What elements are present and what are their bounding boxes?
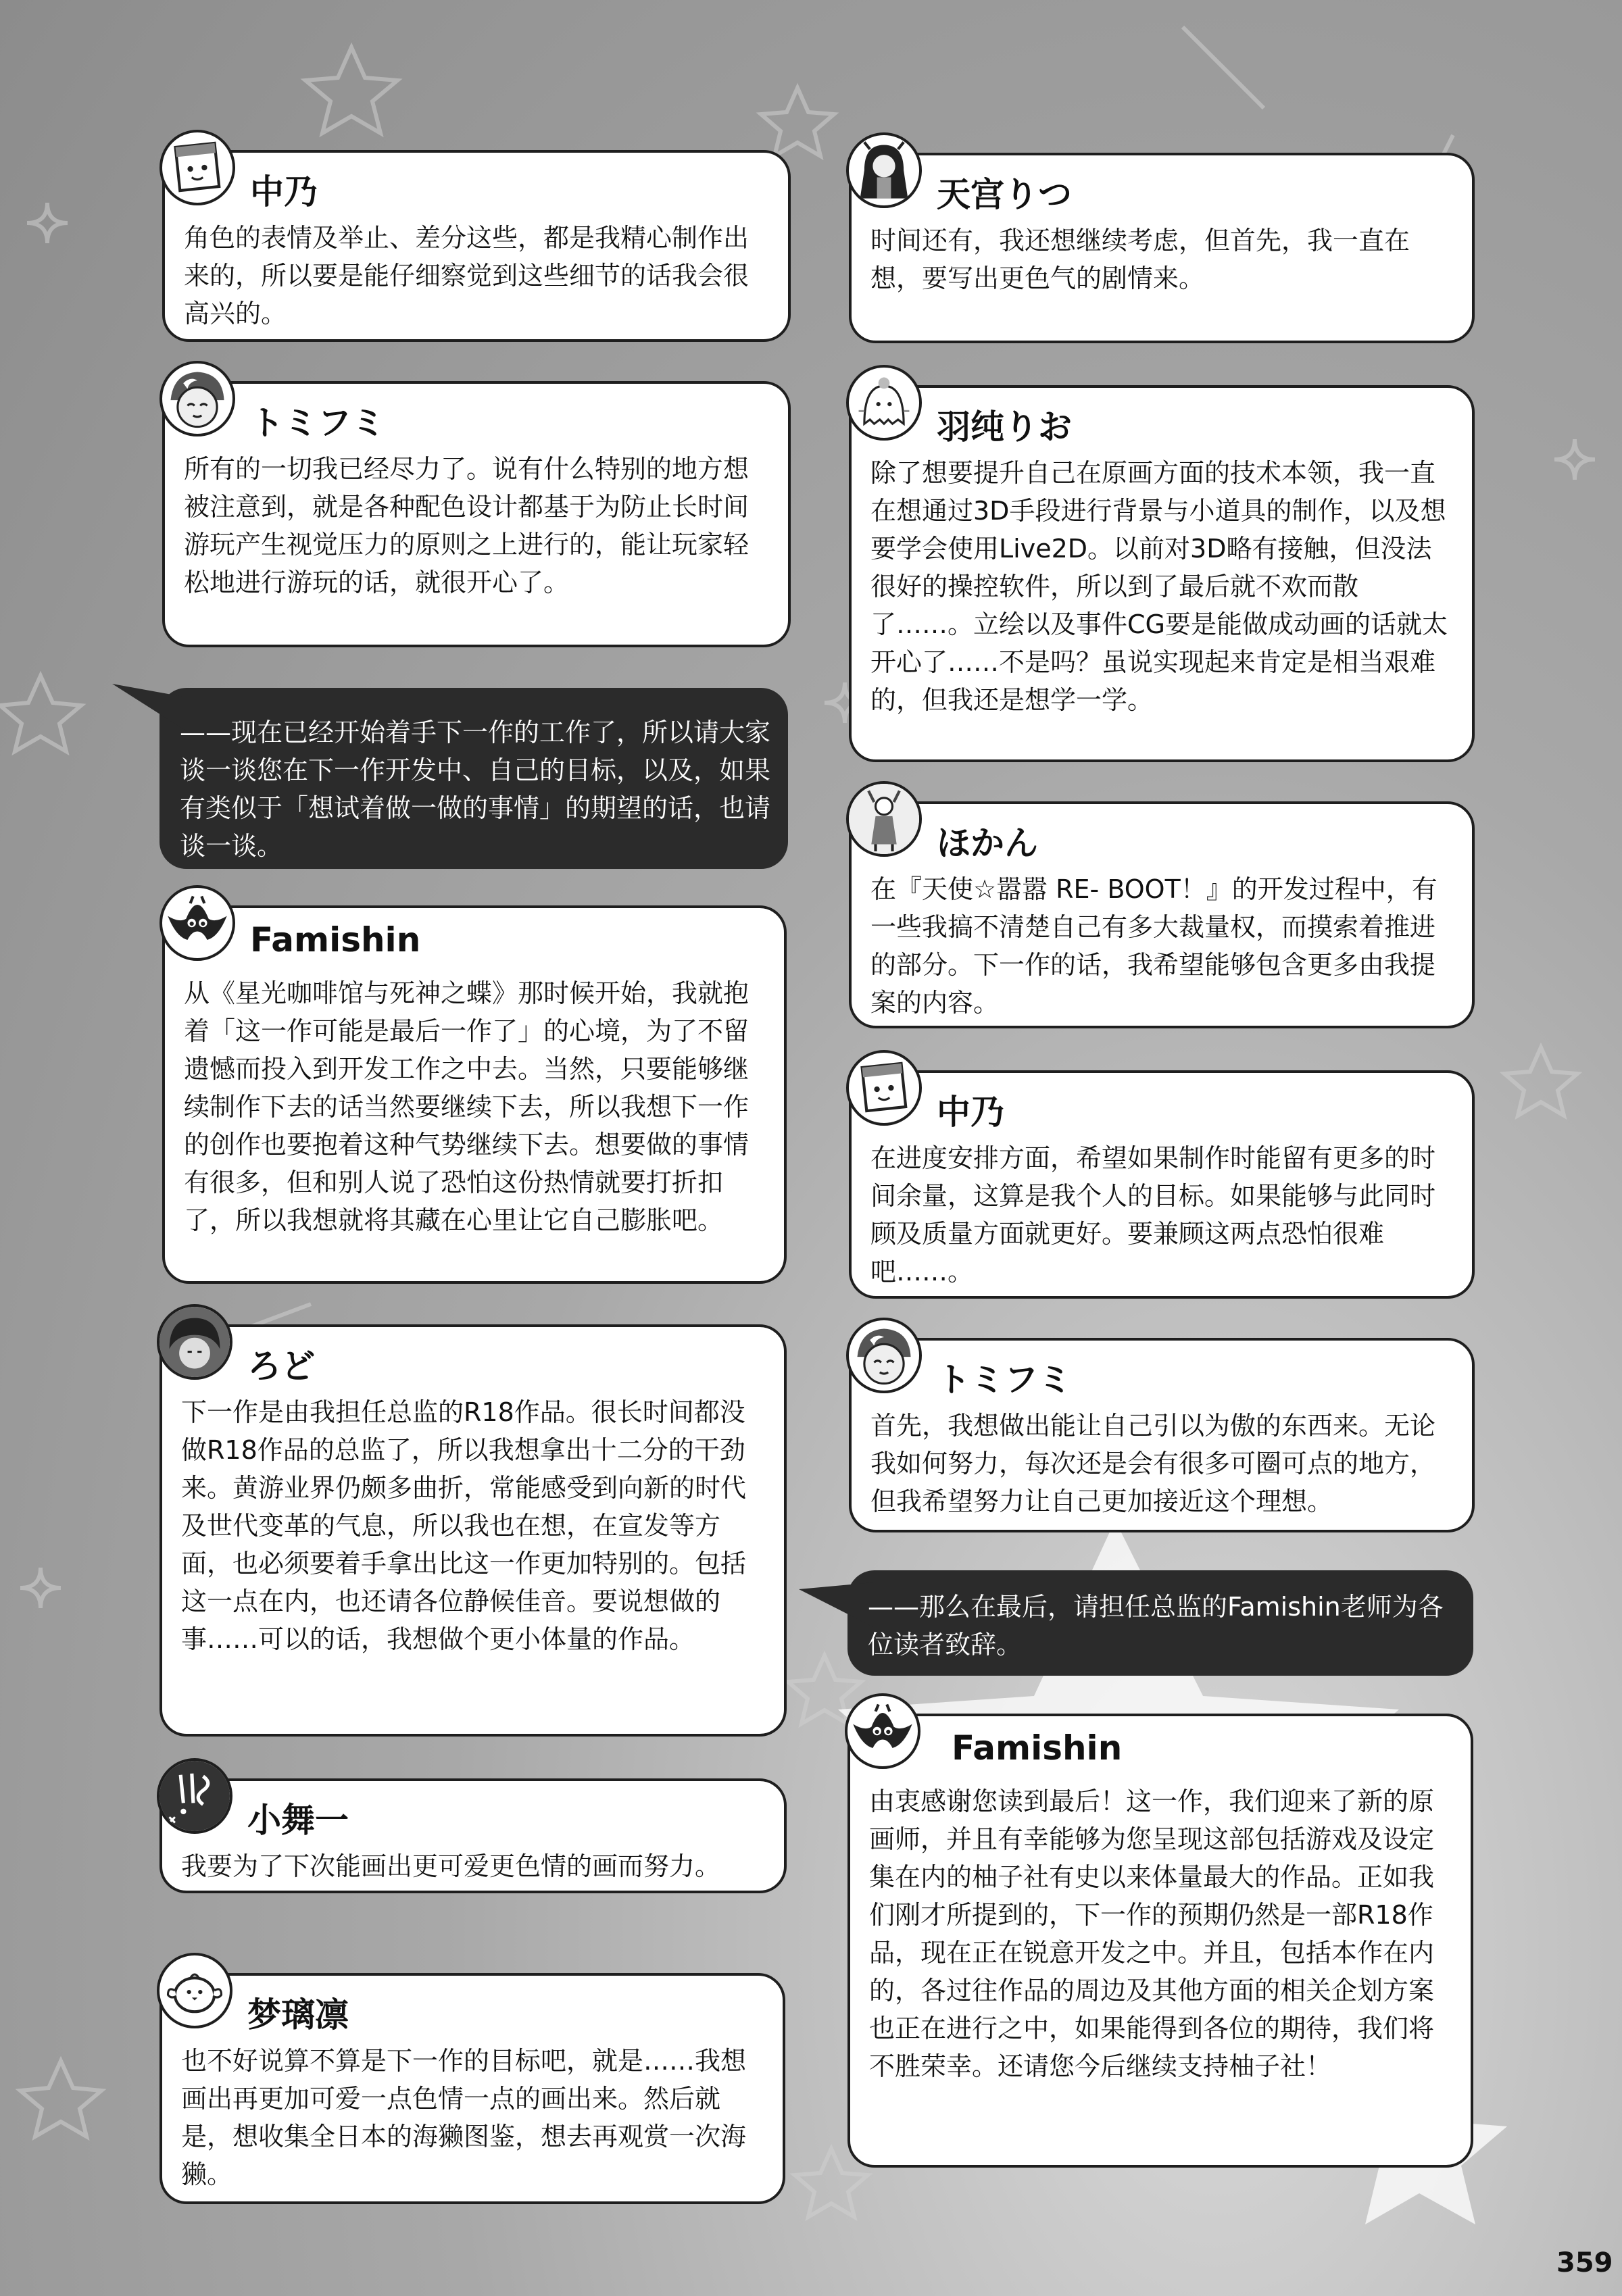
comment-text: 由衷感谢您读到最后！这一作，我们迎来了新的原画师，并且有幸能够为您呈现这部包括游戏及设定集在内的柚子社有史以来体量最大的作品。正如我们刚才所提到的，下一作的预期仍然是一部R18作品，现在正在锐意开发之中。并且，包括本作在内的，各过往作品的周边及其他方面的相关企划方案也正在进行之中，如果能得到各位的期待，我们将不胜荣幸。还请您今后继续支持柚子社！ bbox=[869, 1787, 1435, 2081]
bat-creature-icon bbox=[845, 1693, 920, 1769]
comment-text: 角色的表情及举止、差分这些，都是我精心制作出来的，所以要是能仔细察觉到这些细节的话我会很高兴的。 bbox=[184, 223, 749, 328]
box-face-icon bbox=[846, 1050, 922, 1126]
comment-card-tomifumi-1 bbox=[162, 381, 791, 647]
comment-card-famishin-2 bbox=[847, 1714, 1473, 2168]
moon-cap-face-icon bbox=[846, 1318, 922, 1393]
speaker-name: 梦璃凛 bbox=[247, 1995, 349, 2035]
comment-text: 从《星光咖啡馆与死神之蝶》那时候开始，我就抱着「这一作可能是最后一作了」的心境，为了不留遗憾而投入到开发工作之中去。当然，只要能够继续制作下去的话当然要继续下去，所以我想下一作的创作也要抱着这种气势继续下去。想要做的事情有很多，但和别人说了恐怕这份热情就要打折扣了，所以我想就将其藏在心里让它自己膨胀吧。 bbox=[184, 978, 749, 1235]
comment-text: 我要为了下次能画出更可爱更色情的画而努力。 bbox=[181, 1851, 721, 1881]
speaker-name: ろど bbox=[247, 1347, 315, 1386]
comment-text: 在进度安排方面，希望如果制作时能留有更多的时间余量，这算是我个人的目标。如果能够与此同时顾及质量方面就更好。要兼顾这两点恐怕很难吧……。 bbox=[870, 1143, 1436, 1287]
page-number: 359 bbox=[1556, 2247, 1613, 2278]
comment-card-amamiya-ritsu bbox=[849, 153, 1475, 343]
speaker-name: 天宫りつ bbox=[937, 175, 1072, 214]
comment-card-yumeri-rin bbox=[159, 1973, 785, 2204]
comment-card-hokan bbox=[849, 801, 1475, 1028]
comment-card-nakano-2 bbox=[849, 1070, 1475, 1299]
comment-text: 首先，我想做出能让自己引以为傲的东西来。无论我如何努力，每次还是会有很多可圈可点的地方，但我希望努力让自己更加接近这个理想。 bbox=[870, 1411, 1436, 1516]
question-text: ——现在已经开始着手下一作的工作了，所以请大家谈一谈您在下一作开发中、自己的目标，以及，如果有类似于「想试着做一做的事情」的期望的话，也请谈一谈。 bbox=[180, 718, 771, 861]
speech-tail bbox=[112, 684, 187, 738]
comment-card-tomifumi-2 bbox=[849, 1338, 1475, 1532]
comment-text: 下一作是由我担任总监的R18作品。很长时间都没做R18作品的总监了，所以我想拿出十二分的干劲来。黄游业界仍颇多曲折，常能感受到向新的时代及世代变革的气息，所以我也在想，在宣发等方面，也必须要着手拿出比这一作更加特别的。包括这一点在内，也还请各位静候佳音。要说想做的事……可以的话，我想做个更小体量的作品。 bbox=[181, 1397, 747, 1654]
speaker-name: Famishin bbox=[952, 1728, 1123, 1768]
speaker-name: トミフミ bbox=[937, 1360, 1072, 1399]
question-text: ——那么在最后，请担任总监的Famishin老师为各位读者致辞。 bbox=[868, 1592, 1444, 1659]
round-bird-icon bbox=[157, 1953, 232, 2028]
comment-card-famishin-1 bbox=[162, 905, 787, 1284]
comment-card-komaichi bbox=[159, 1778, 787, 1893]
comment-text: 也不好说算不算是下一作的目标吧，就是……我想画出再更加可爱一点色情一点的画出来。然后就是，想收集全日本的海獭图鉴，想去再观赏一次海獭。 bbox=[181, 2046, 747, 2189]
speaker-name: 小舞一 bbox=[247, 1801, 349, 1840]
comment-text: 所有的一切我已经尽力了。说有什么特别的地方想被注意到，就是各种配色设计都基于为防止长时间游玩产生视觉压力的原则之上进行的，能让玩家轻松地进行游玩的话，就很开心了。 bbox=[184, 454, 749, 597]
comment-card-nakano-1 bbox=[162, 150, 791, 342]
bat-creature-icon bbox=[159, 885, 235, 961]
girl-character-icon bbox=[846, 132, 922, 208]
speaker-name: ほかん bbox=[937, 824, 1038, 863]
speaker-name: Famishin bbox=[250, 920, 421, 959]
dark-hair-face-icon bbox=[157, 1304, 232, 1380]
comment-card-rodo bbox=[159, 1324, 787, 1737]
interviewer-question-2 bbox=[847, 1570, 1473, 1676]
standing-figure-icon bbox=[846, 781, 922, 857]
ghost-face-icon bbox=[846, 365, 922, 441]
interviewer-question-1 bbox=[159, 688, 788, 869]
speech-tail bbox=[799, 1573, 873, 1634]
speaker-name: 中乃 bbox=[937, 1093, 1004, 1132]
box-face-icon bbox=[159, 130, 235, 205]
comment-text: 时间还有，我还想继续考虑，但首先，我一直在想，要写出更色气的剧情来。 bbox=[870, 226, 1410, 293]
scribble-face-icon bbox=[157, 1758, 232, 1834]
comment-text: 在『天使☆嚣嚣 RE- BOOT！』的开发过程中，有一些我搞不清楚自己有多大裁量权，而摸索着推进的部分。下一作的话，我希望能够包含更多由我提案的内容。 bbox=[870, 874, 1437, 1018]
speaker-name: トミフミ bbox=[250, 403, 385, 443]
comment-text: 除了想要提升自己在原画方面的技术本领，我一直在想通过3D手段进行背景与小道具的制作，以及想要学会使用Live2D。以前对3D略有接触，但没法很好的操控软件，所以到了最后就不欢而散了……。立绘以及事件CG要是能做成动画的话就太开心了……不是吗？虽说实现起来肯定是相当艰难的，但我还是想学一学。 bbox=[870, 458, 1448, 715]
speaker-name: 羽纯りお bbox=[937, 407, 1072, 447]
moon-cap-face-icon bbox=[159, 361, 235, 436]
comment-card-hazumi-rio bbox=[849, 385, 1475, 762]
speaker-name: 中乃 bbox=[250, 172, 318, 211]
